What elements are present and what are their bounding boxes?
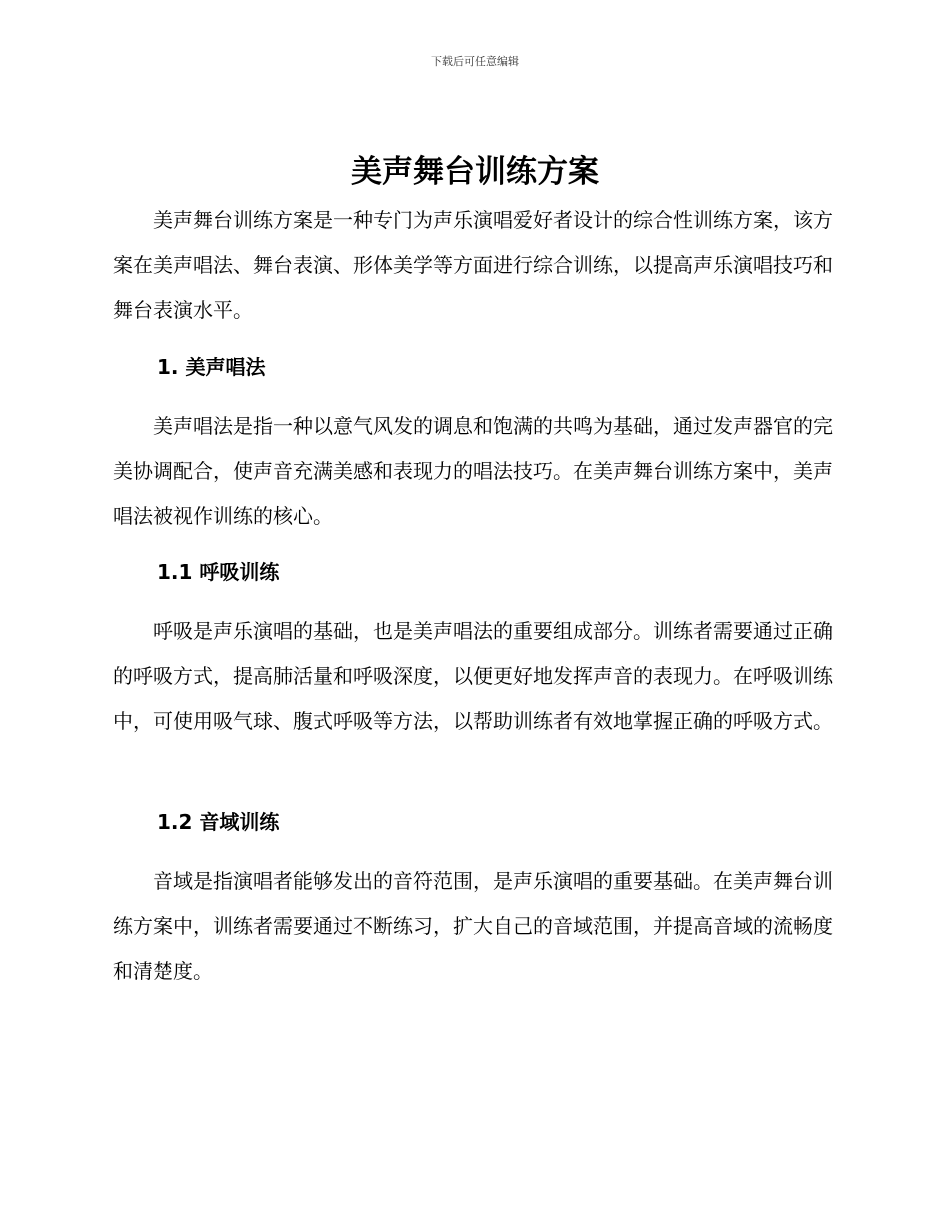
document-title: 美声舞台训练方案 [351, 154, 599, 190]
section-heading-vocal-technique: 1. 美声唱法 [157, 355, 266, 379]
page-header-note: 下载后可任意编辑 [431, 55, 519, 68]
intro-paragraph: 美声舞台训练方案是一种专门为声乐演唱爱好者设计的综合性训练方案，该方案在美声唱法、舞台表演、形体美学等方面进行综合训练，以提高声乐演唱技巧和舞台表演水平。 [113, 208, 833, 322]
section-paragraph-breathing-training: 呼吸是声乐演唱的基础，也是美声唱法的重要组成部分。训练者需要通过正确的呼吸方式，提高肺活量和呼吸深度，以便更好地发挥声音的表现力。在呼吸训练中，可使用吸气球、腹式呼吸等方法，以帮助训练者有效地掌握正确的呼吸方式。 [113, 619, 833, 733]
section-paragraph-range-training: 音域是指演唱者能够发出的音符范围，是声乐演唱的重要基础。在美声舞台训练方案中，训练者需要通过不断练习，扩大自己的音域范围，并提高音域的流畅度和清楚度。 [113, 869, 833, 983]
section-heading-breathing-training: 1.1 呼吸训练 [157, 560, 280, 584]
section-heading-range-training: 1.2 音域训练 [157, 810, 280, 834]
section-paragraph-vocal-technique: 美声唱法是指一种以意气风发的调息和饱满的共鸣为基础，通过发声器官的完美协调配合，使声音充满美感和表现力的唱法技巧。在美声舞台训练方案中，美声唱法被视作训练的核心。 [113, 414, 833, 528]
